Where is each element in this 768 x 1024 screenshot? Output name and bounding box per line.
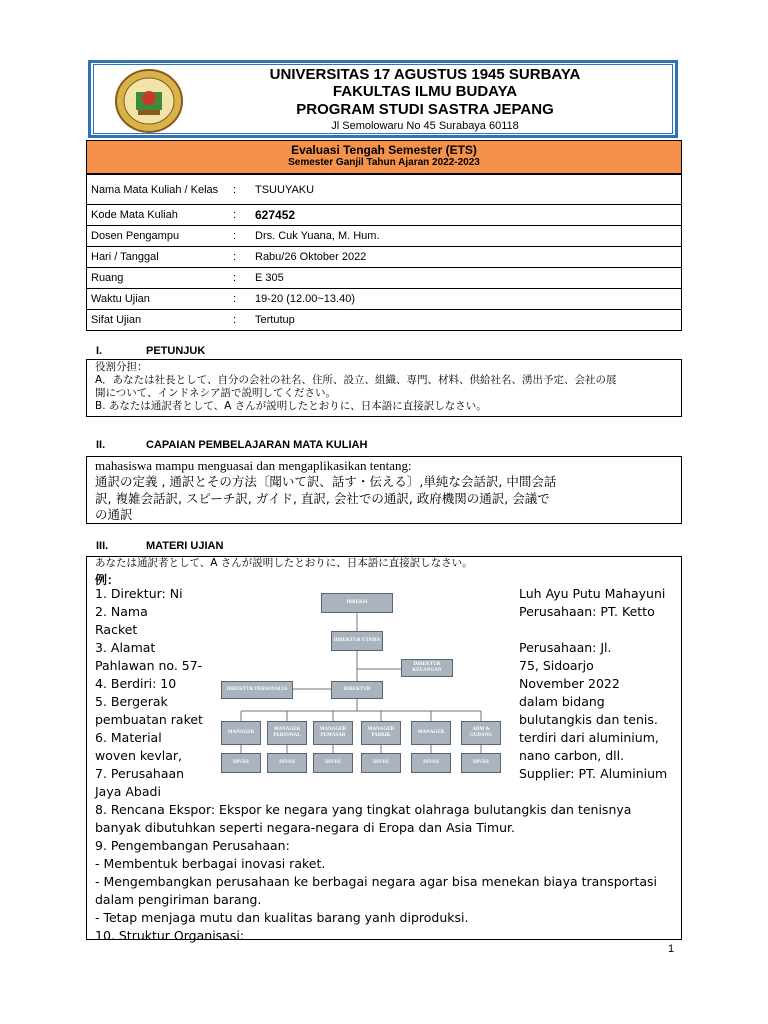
info-row	[87, 268, 682, 289]
material-line: pembuatan raket	[95, 712, 203, 727]
outcome-line: 訳, 複雑会話訳, スピーチ訳, ガイド, 直訳, 会社での通訳, 政府機関の通訳, 会議で	[95, 490, 550, 506]
university-name: UNIVERSITAS 17 AGUSTUS 1945 SURBAYA	[269, 66, 581, 83]
outcomes-text	[95, 474, 681, 524]
material-intro: あなたは通訳者として、A さんが説明したとおりに、日本語に直接訳しなさい。	[95, 557, 473, 569]
material-line: 5. Bergerak	[95, 694, 168, 709]
material-line: dalam pengiriman barang.	[95, 892, 262, 907]
org-box-manager-2: MANAGER	[411, 721, 451, 745]
instruction-line: B. あなたは通訳者として、A さんが説明したとおりに、日本語に直接訳しなさい。	[95, 400, 487, 412]
info-label: Nama Mata Kuliah / Kelas	[87, 175, 234, 205]
material-line: 10. Struktur Organisasi:	[95, 928, 245, 943]
university-seal-logo	[114, 68, 184, 134]
info-value: 19-20 (12.00~13.40)	[251, 289, 682, 310]
info-label: Sifat Ujian	[87, 310, 234, 331]
example-label: 例：	[95, 573, 120, 587]
material-line: Racket	[95, 622, 138, 637]
instruction-line: 開について、インドネシア語で説明してください。	[95, 387, 336, 399]
section-materi-heading	[96, 540, 223, 552]
info-label: Hari / Tanggal	[87, 247, 234, 268]
info-colon: :	[233, 175, 251, 205]
outcomes-intro: mahasiswa mampu menguasai dan mengaplikasikan tentang:	[95, 458, 412, 473]
section-title: CAPAIAN PEMBELAJARAN MATA KULIAH	[146, 439, 368, 451]
material-line: terdiri dari aluminium,	[519, 730, 659, 745]
org-box-divisi: DIVISI	[313, 753, 353, 773]
material-line: 2. Nama	[95, 604, 148, 619]
info-colon: :	[233, 289, 251, 310]
material-line: - Tetap menjaga mutu dan kualitas barang yanh diproduksi.	[95, 910, 469, 925]
learning-outcomes-box	[86, 456, 682, 524]
org-box-manager-pabrik: MANAGER PABRIK	[361, 721, 401, 745]
material-line: Jaya Abadi	[95, 784, 161, 799]
org-box-direktur-keuangan: DIREKTUR KEUANGAN	[401, 659, 453, 677]
info-value: E 305	[251, 268, 682, 289]
material-line: 7. Perusahaan	[95, 766, 185, 781]
info-label: Dosen Pengampu	[87, 226, 234, 247]
org-box-direktur-personalia: DIREKTUR PERSONALIA	[221, 681, 293, 699]
info-value: Tertutup	[251, 310, 682, 331]
info-colon: :	[233, 226, 251, 247]
material-line: Luh Ayu Putu Mahayuni	[519, 586, 666, 601]
info-row	[87, 247, 682, 268]
org-box-divisi: DIVISI	[411, 753, 451, 773]
info-colon: :	[233, 268, 251, 289]
material-line: Perusahaan: PT. Ketto	[519, 604, 655, 619]
info-label: Waktu Ujian	[87, 289, 234, 310]
org-box-divisi: DIVISI	[361, 753, 401, 773]
info-colon: :	[233, 310, 251, 331]
outcome-line: の通訳	[95, 507, 133, 522]
org-box-direktur: DIREKTUR	[331, 681, 383, 699]
info-value: Rabu/26 Oktober 2022	[251, 247, 682, 268]
material-line: 6. Material	[95, 730, 162, 745]
instruction-line: A．あなたは社長として、自分の会社の社名、住所、設立、組織、専門、材料、供給社名、湧出予定、会社の展	[95, 374, 617, 386]
info-value: 627452	[251, 205, 682, 226]
right-column	[519, 585, 681, 801]
instructions-text	[95, 361, 680, 413]
info-row	[87, 175, 682, 205]
outcome-line: 通訳の定義 , 通訳とその方法〔聞いて訳、話す・伝える〕,単純な会話訳, 中間会話	[95, 474, 557, 489]
material-line: nano carbon, dll.	[519, 748, 625, 763]
org-box-direksi: DIREKSI	[321, 593, 393, 613]
org-box-divisi: DIVISI	[461, 753, 501, 773]
faculty-name: FAKULTAS ILMU BUDAYA	[332, 83, 518, 100]
org-box-direktur-utama: DIREKTUR UTAMA	[331, 631, 383, 651]
org-box-adm-gudang: ADM & GUDANG	[461, 721, 501, 745]
exam-material-box	[86, 556, 682, 943]
exam-title: Evaluasi Tengah Semester (ETS)	[291, 143, 477, 157]
section-number: I.	[96, 345, 103, 357]
info-colon: :	[233, 247, 251, 268]
org-box-divisi: DIVISI	[221, 753, 261, 773]
info-colon: :	[233, 205, 251, 226]
info-row	[87, 310, 682, 331]
exam-info-table	[86, 174, 682, 331]
material-line: Perusahaan: Jl.	[519, 640, 612, 655]
info-row	[87, 226, 682, 247]
material-line: 75, Sidoarjo	[519, 658, 594, 673]
exam-subtitle: Semester Ganjil Tahun Ajaran 2022-2023	[288, 157, 480, 168]
info-value: TSUUYAKU	[251, 175, 682, 205]
material-line: 1. Direktur: Ni	[95, 586, 183, 601]
material-line: banyak dibutuhkan seperti negara-negara di Eropa dan Asia Timur.	[95, 820, 515, 835]
material-line: Pahlawan no. 57-	[95, 658, 203, 673]
material-line: bulutangkis dan tenis.	[519, 712, 658, 727]
org-box-manager: MANAGER	[221, 721, 261, 745]
section-number: III.	[96, 540, 109, 552]
section-title: PETUNJUK	[146, 345, 206, 357]
section-petunjuk-heading	[96, 345, 205, 357]
org-box-manager-pemasar: MANAGER PEMASAR	[313, 721, 353, 745]
org-box-divisi: DIVISI	[267, 753, 307, 773]
exam-banner	[86, 140, 682, 174]
info-value: Drs. Cuk Yuana, M. Hum.	[251, 226, 682, 247]
program-name: PROGRAM STUDI SASTRA JEPANG	[296, 101, 554, 118]
instructions-box	[86, 359, 682, 417]
material-line: woven kevlar,	[95, 748, 182, 763]
org-chart	[221, 589, 513, 779]
material-line: November 2022	[519, 676, 620, 691]
material-line: Supplier: PT. Aluminium	[519, 766, 668, 781]
material-line: - Mengembangkan perusahaan ke berbagai negara agar bisa menekan biaya transportasi	[95, 874, 658, 889]
material-line: 8. Rencana Ekspor: Ekspor ke negara yang tingkat olahraga bulutangkis dan tenisnya	[95, 802, 632, 817]
instruction-line: 役割分担：	[95, 361, 148, 373]
material-line	[519, 783, 681, 801]
section-title: MATERI UJIAN	[146, 540, 224, 552]
page-number: 1	[668, 943, 675, 955]
org-box-manager-personal: MANAGER PERSONAL	[267, 721, 307, 745]
university-address: Jl Semolowaru No 45 Surabaya 60118	[331, 120, 519, 132]
info-label: Kode Mata Kuliah	[87, 205, 234, 226]
left-column	[95, 585, 225, 801]
info-row	[87, 289, 682, 310]
section-number: II.	[96, 439, 106, 451]
material-line: 3. Alamat	[95, 640, 156, 655]
info-label: Ruang	[87, 268, 234, 289]
info-row	[87, 205, 682, 226]
material-line: 4. Berdiri: 10	[95, 676, 177, 691]
section-capaian-heading	[96, 439, 367, 451]
material-line: 9. Pengembangan Perusahaan:	[95, 838, 290, 853]
full-width-lines	[95, 801, 681, 945]
material-line	[519, 621, 681, 639]
material-line: dalam bidang	[519, 694, 605, 709]
material-line: - Membentuk berbagai inovasi raket.	[95, 856, 326, 871]
